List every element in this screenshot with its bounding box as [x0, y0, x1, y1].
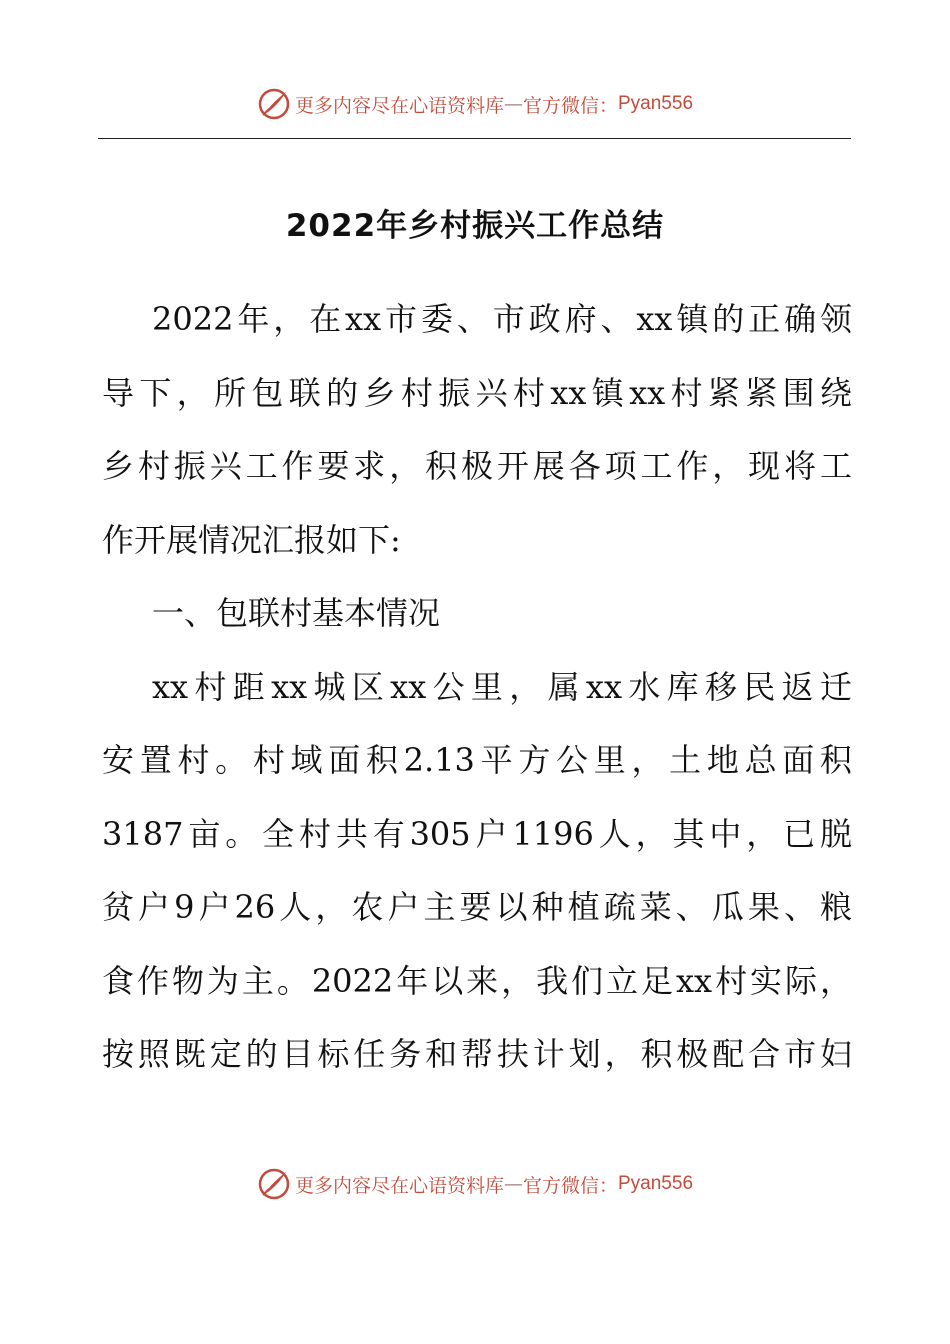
body-line: 按照既定的目标任务和帮扶计划，积极配合市妇: [102, 1035, 852, 1073]
body-line: 2022年，在xx市委、市政府、xx镇的正确领: [152, 300, 852, 338]
quill-logo-icon: [257, 87, 291, 121]
watermark-text: 更多内容尽在心语资料库: [294, 1174, 504, 1197]
header-watermark: [0, 84, 950, 124]
body-line: xx村距xx城区xx公里，属xx水库移民返迁: [152, 667, 852, 706]
body-line: 导下，所包联的乡村振兴村xx镇xx村紧紧围绕: [102, 373, 852, 412]
body-line: 3187亩。全村共有305户1196人，其中，已脱: [102, 814, 852, 853]
watermark-id: Pyan556: [618, 93, 694, 114]
watermark-label: 官方微信：: [522, 94, 618, 117]
watermark-separator: —: [503, 1173, 523, 1195]
header-divider: [98, 138, 851, 139]
quill-logo-icon: [257, 1167, 291, 1201]
body-line: 乡村振兴工作要求，积极开展各项工作，现将工: [102, 447, 852, 485]
body-line: 作开展情况汇报如下:: [102, 520, 401, 559]
watermark-separator: —: [503, 93, 523, 115]
body-line: 食作物为主。2022年以来，我们立足xx村实际，: [102, 961, 852, 1000]
body-line: 贫户9户26人，农户主要以种植疏菜、瓜果、粮: [102, 888, 852, 926]
watermark-id: Pyan556: [618, 1173, 694, 1194]
watermark-text: 更多内容尽在心语资料库: [294, 94, 504, 117]
watermark-label: 官方微信：: [522, 1174, 618, 1197]
section-heading: 一、包联村基本情况: [152, 594, 441, 632]
document-title: 2022年乡村振兴工作总结: [285, 208, 665, 244]
footer-watermark: [0, 1164, 950, 1204]
document-body: [102, 283, 852, 1092]
body-line: 安置村。村域面积2.13平方公里，土地总面积: [102, 741, 852, 779]
